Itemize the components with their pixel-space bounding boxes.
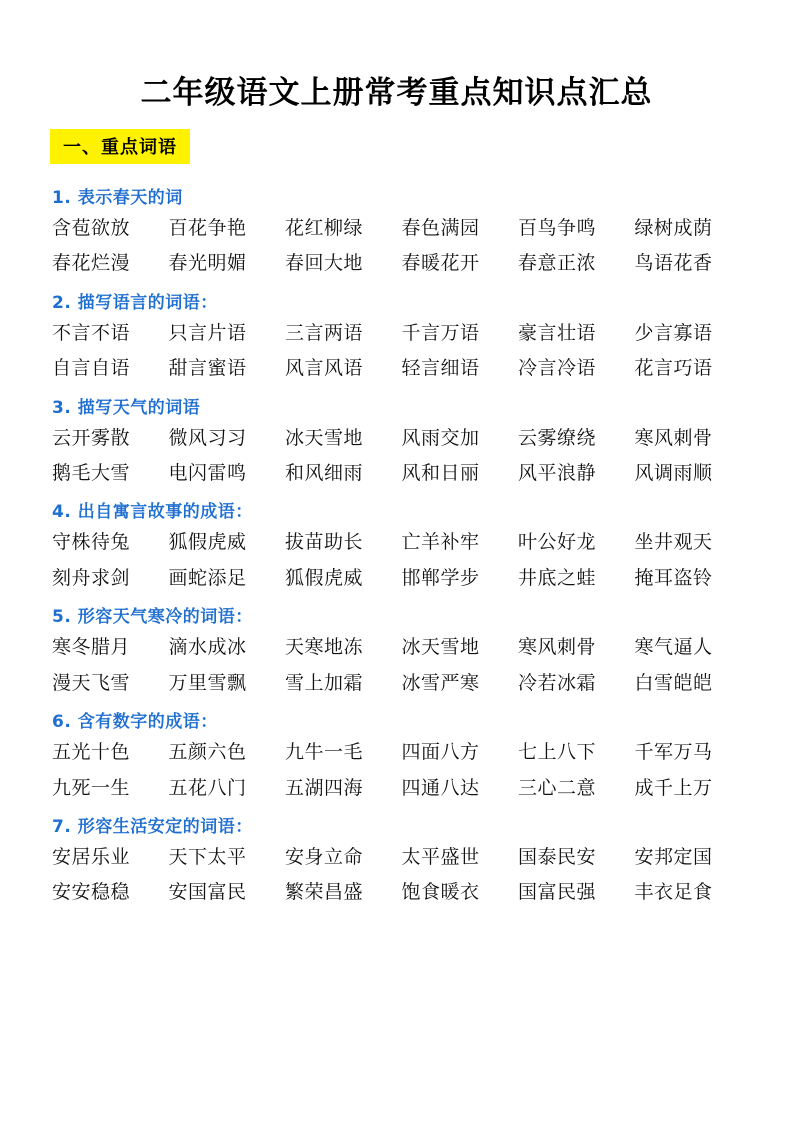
word-item: 四通八达 [401,776,480,799]
word-group [48,602,745,698]
word-group [48,812,745,908]
word-item: 千言万语 [401,321,480,344]
word-item: 五光十色 [52,741,131,764]
word-item: 轻言细语 [401,357,480,380]
word-item: 漫天飞雪 [52,671,131,694]
word-item: 天寒地冻 [285,636,364,659]
group-heading: 6. 含有数字的成语： [52,712,218,733]
word-item: 冰雪严寒 [401,671,480,694]
word-group [48,707,745,803]
word-item: 四面八方 [401,741,480,764]
word-item: 花言巧语 [634,357,713,380]
word-groups [48,183,745,908]
word-item: 甜言蜜语 [168,357,247,380]
word-item: 鸟语花香 [634,252,713,275]
word-item: 井底之蛙 [518,566,597,589]
word-item: 风平浪静 [518,461,597,484]
word-item: 繁荣昌盛 [285,881,364,904]
section-banner: 一、重点词语 [50,129,190,164]
word-item: 春暖花开 [401,252,480,275]
word-item: 五颜六色 [168,741,247,764]
word-row [52,528,745,557]
word-item: 云雾缭绕 [518,426,597,449]
word-item: 刻舟求剑 [52,566,131,589]
word-group [48,497,745,593]
group-heading: 3. 描写天气的词语 [52,397,201,418]
word-item: 邯郸学步 [401,566,480,589]
word-item: 天下太平 [168,846,247,868]
word-item: 掩耳盗铃 [634,566,713,589]
word-item: 绿树成荫 [634,216,713,239]
word-item: 安居乐业 [52,846,131,868]
word-group [48,288,745,384]
word-item: 坐井观天 [634,531,713,554]
group-heading: 5. 形容天气寒冷的词语： [52,607,253,628]
word-item: 只言片语 [168,321,247,344]
word-item: 冷言冷语 [518,357,597,380]
word-item: 鹅毛大雪 [52,461,131,484]
word-item: 不言不语 [52,321,131,344]
word-row [52,249,745,278]
word-item: 亡羊补牢 [401,531,480,554]
word-row [52,878,745,907]
word-item: 成千上万 [634,776,713,799]
word-item: 太平盛世 [401,846,480,868]
word-item: 国泰民安 [518,846,597,868]
word-item: 花红柳绿 [285,216,364,239]
word-row [52,214,745,243]
word-item: 拔苗助长 [285,531,364,554]
word-item: 九死一生 [52,776,131,799]
word-item: 豪言壮语 [518,321,597,344]
word-row [52,424,745,453]
word-item: 春回大地 [285,252,364,275]
word-item: 含苞欲放 [52,216,131,239]
word-row [52,564,745,593]
word-item: 雪上加霜 [285,671,364,694]
word-item: 七上八下 [518,741,597,764]
word-item: 风调雨顺 [634,461,713,484]
word-item: 寒风刺骨 [518,636,597,659]
word-item: 安安稳稳 [52,881,131,904]
word-item: 自言自语 [52,357,131,380]
word-item: 云开雾散 [52,426,131,449]
word-item: 画蛇添足 [168,566,247,589]
word-item: 万里雪飘 [168,671,247,694]
word-row [52,843,745,872]
word-row [52,459,745,488]
word-item: 冰天雪地 [401,636,480,659]
word-row [52,354,745,383]
word-item: 微风习习 [168,426,247,449]
page-title: 二年级语文上册常考重点知识点汇总 [140,75,653,111]
word-group [48,183,745,279]
group-heading: 4. 出自寓言故事的成语： [52,502,253,523]
word-item: 百鸟争鸣 [518,216,597,239]
word-item: 寒冬腊月 [52,636,131,659]
word-item: 五花八门 [168,776,247,799]
word-item: 安国富民 [168,881,247,904]
word-item: 春意正浓 [518,252,597,275]
word-item: 和风细雨 [285,461,364,484]
word-item: 风和日丽 [401,461,480,484]
word-item: 守株待兔 [52,531,131,554]
word-item: 安邦定国 [634,846,713,868]
word-item: 白雪皑皑 [634,671,713,694]
word-item: 少言寡语 [634,321,713,344]
word-item: 寒气逼人 [634,636,713,659]
word-item: 叶公好龙 [518,531,597,554]
word-item: 春花烂漫 [52,252,131,275]
group-heading: 7. 形容生活安定的词语： [52,817,253,837]
word-item: 国富民强 [518,881,597,904]
word-row [52,669,745,698]
word-item: 冰天雪地 [285,426,364,449]
word-item: 三言两语 [285,321,364,344]
word-item: 饱食暖衣 [401,881,480,904]
group-heading: 2. 描写语言的词语： [52,292,218,313]
word-item: 千军万马 [634,741,713,764]
word-item: 狐假虎威 [168,531,247,554]
word-item: 春光明媚 [168,252,247,275]
word-item: 百花争艳 [168,216,247,239]
word-row [52,774,745,803]
word-row [52,738,745,767]
group-heading: 1. 表示春天的词 [52,187,183,208]
word-item: 五湖四海 [285,776,364,799]
word-item: 丰衣足食 [634,881,713,904]
word-item: 滴水成冰 [168,636,247,659]
word-item: 风雨交加 [401,426,480,449]
word-item: 九牛一毛 [285,741,364,764]
word-item: 三心二意 [518,776,597,799]
word-item: 狐假虎威 [285,566,364,589]
word-row [52,319,745,348]
word-item: 风言风语 [285,357,364,380]
word-item: 安身立命 [285,846,364,868]
word-item: 寒风刺骨 [634,426,713,449]
word-item: 电闪雷鸣 [168,461,247,484]
word-item: 春色满园 [401,216,480,239]
word-item: 冷若冰霜 [518,671,597,694]
word-row [52,633,745,662]
word-group [48,393,745,489]
